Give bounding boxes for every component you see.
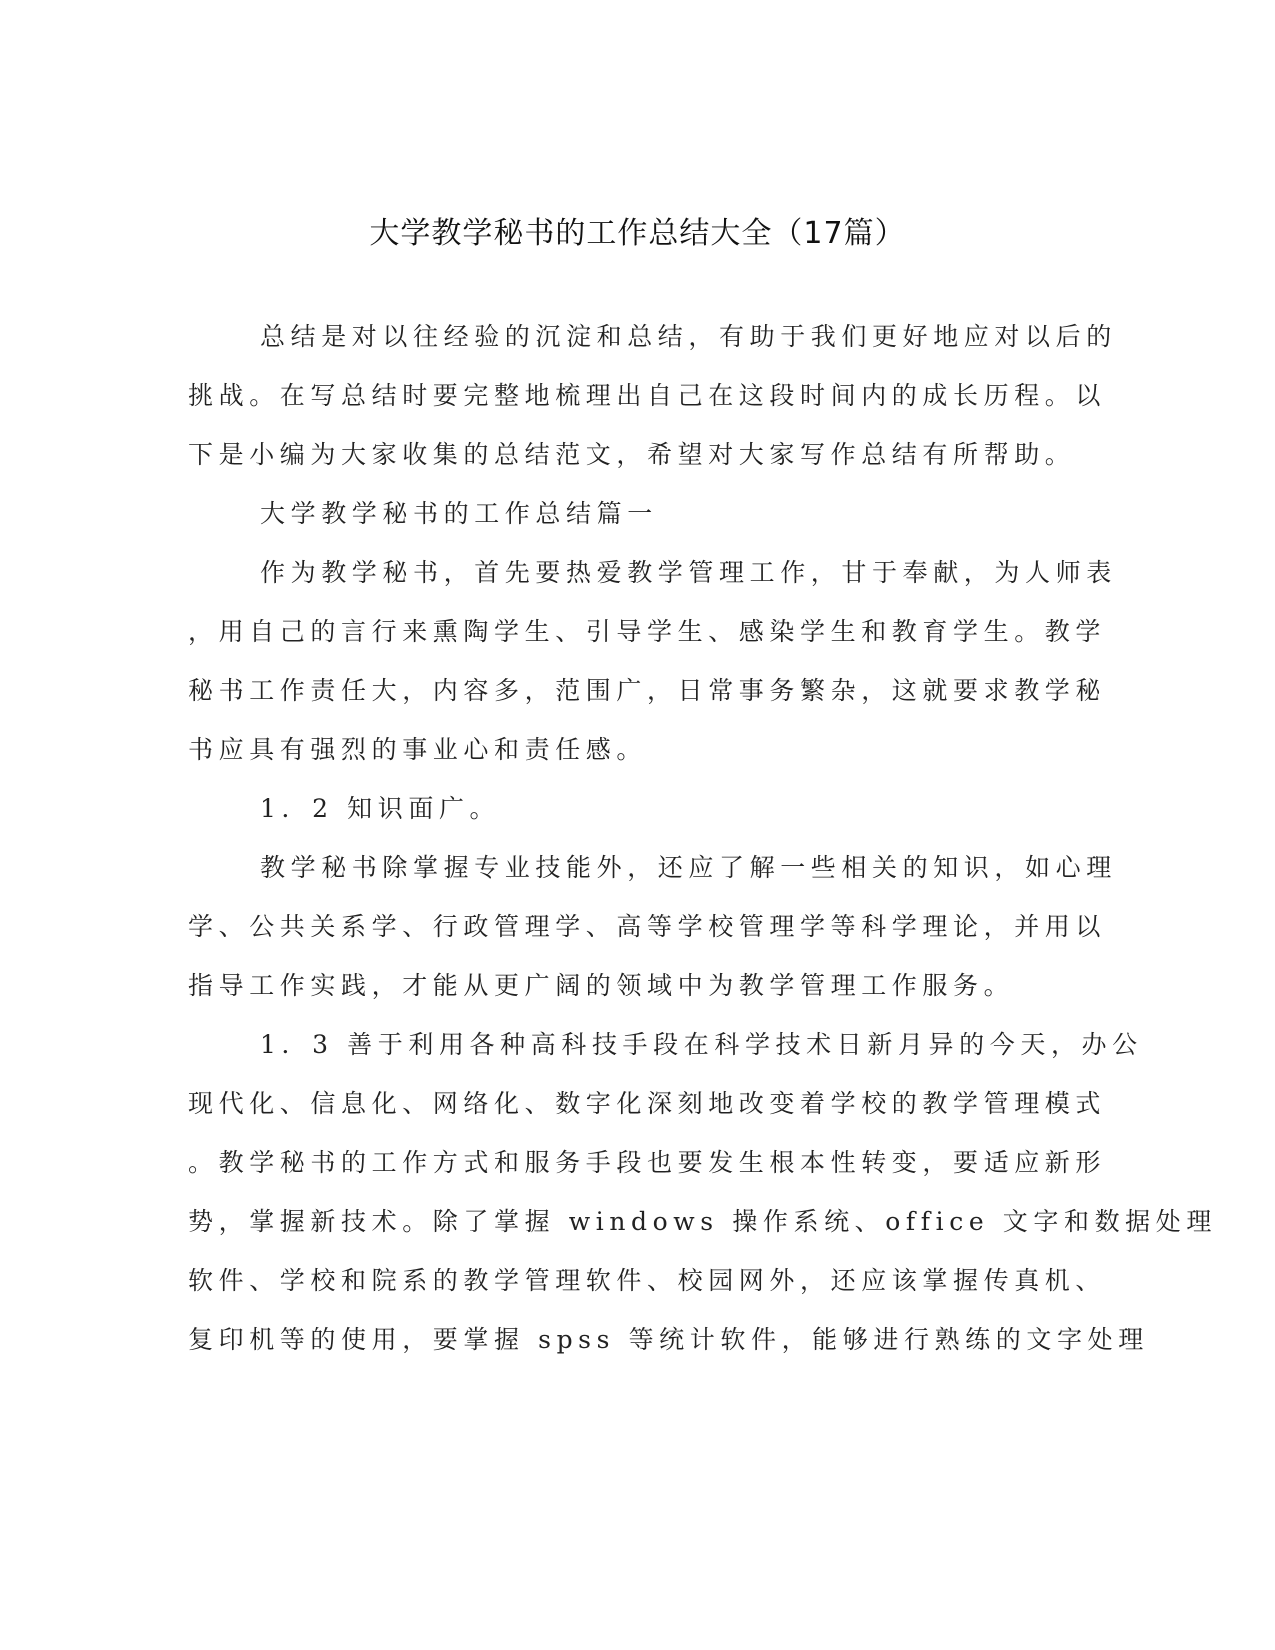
paragraph-line: 势，掌握新技术。除了掌握 windows 操作系统、office 文字和数据处理 xyxy=(188,1207,1217,1236)
paragraph-line: 软件、学校和院系的教学管理软件、校园网外，还应该掌握传真机、 xyxy=(188,1266,1107,1295)
paragraph-line: 。教学秘书的工作方式和服务手段也要发生根本性转变，要适应新形 xyxy=(188,1148,1107,1177)
paragraph-line: 秘书工作责任大，内容多，范围广，日常事务繁杂，这就要求教学秘 xyxy=(188,676,1107,705)
paragraph-line: 作为教学秘书，首先要热爱教学管理工作，甘于奉献，为人师表 xyxy=(260,558,1117,587)
paragraph-line: 1．3 善于利用各种高科技手段在科学技术日新月异的今天，办公 xyxy=(260,1030,1143,1059)
paragraph-line: 总结是对以往经验的沉淀和总结，有助于我们更好地应对以后的 xyxy=(260,322,1117,351)
paragraph-line: ，用自己的言行来熏陶学生、引导学生、感染学生和教育学生。教学 xyxy=(188,617,1107,646)
paragraph-line: 复印机等的使用，要掌握 spss 等统计软件，能够进行熟练的文字处理 xyxy=(188,1325,1149,1354)
document-title: 大学教学秘书的工作总结大全（17篇） xyxy=(369,216,906,251)
paragraph-line: 书应具有强烈的事业心和责任感。 xyxy=(188,735,648,764)
subheading-line: 1．2 知识面广。 xyxy=(260,794,501,823)
paragraph-line: 现代化、信息化、网络化、数字化深刻地改变着学校的教学管理模式 xyxy=(188,1089,1107,1118)
paragraph-line: 挑战。在写总结时要完整地梳理出自己在这段时间内的成长历程。以 xyxy=(188,381,1107,410)
paragraph-line: 下是小编为大家收集的总结范文，希望对大家写作总结有所帮助。 xyxy=(188,440,1076,469)
paragraph-line: 学、公共关系学、行政管理学、高等学校管理学等科学理论，并用以 xyxy=(188,912,1107,941)
paragraph-line: 教学秘书除掌握专业技能外，还应了解一些相关的知识，如心理 xyxy=(260,853,1117,882)
paragraph-line: 指导工作实践，才能从更广阔的领域中为教学管理工作服务。 xyxy=(188,971,1015,1000)
section-heading: 大学教学秘书的工作总结篇一 xyxy=(260,499,658,528)
